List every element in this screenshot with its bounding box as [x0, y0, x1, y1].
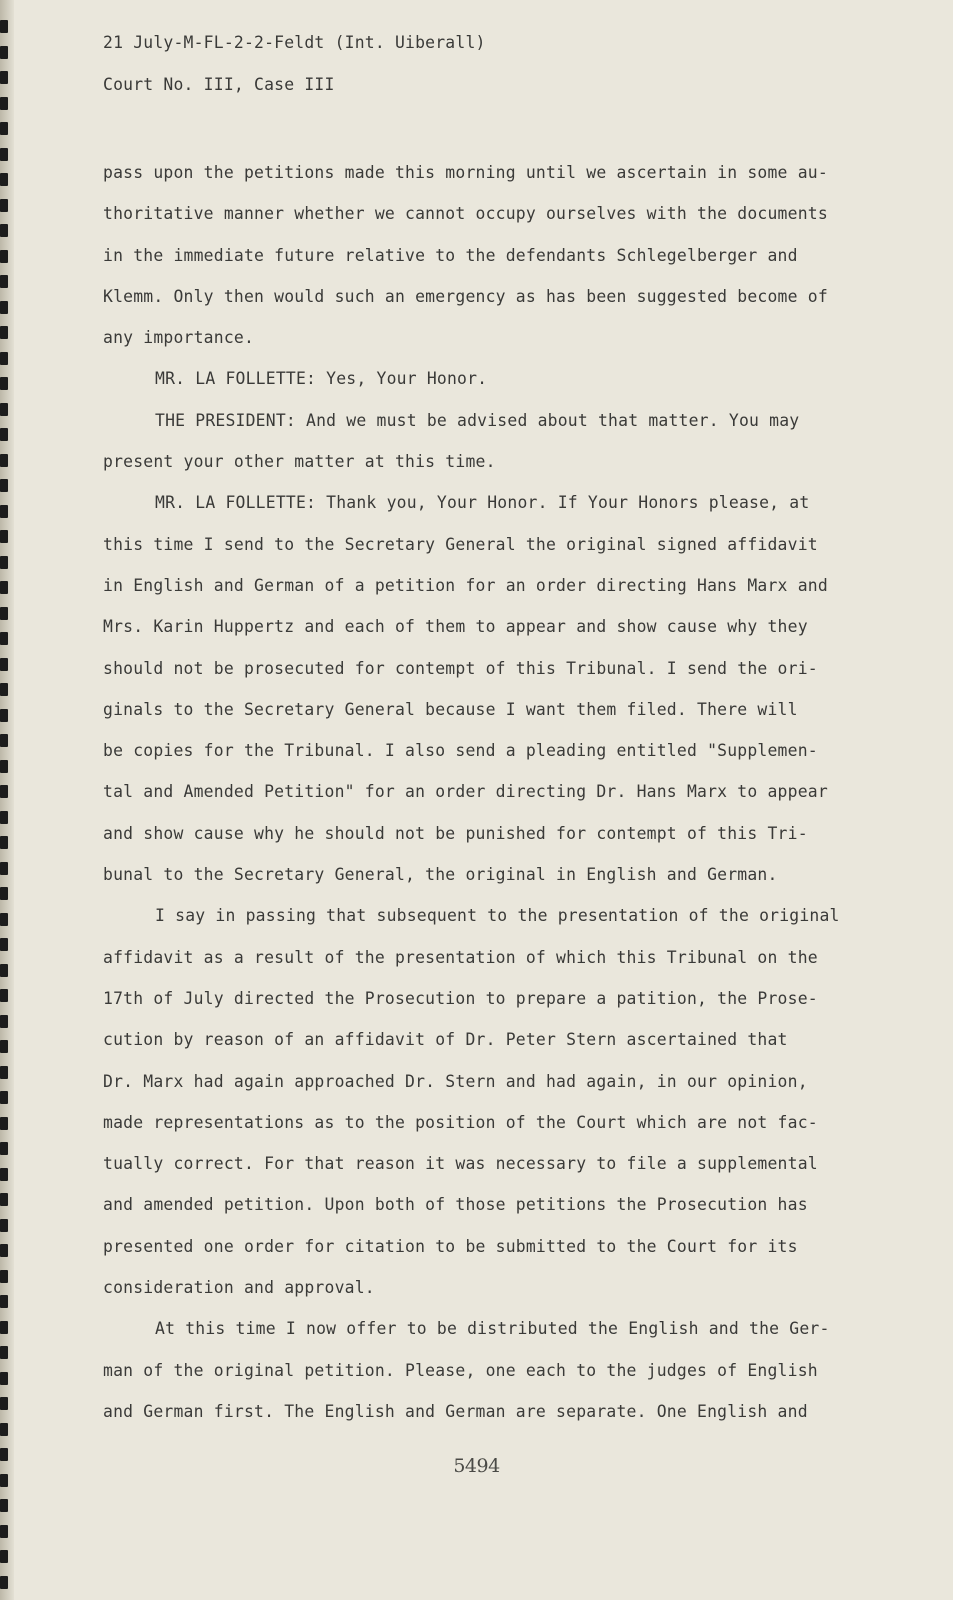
transcript-line: present your other matter at this time. [103, 452, 496, 472]
binding-hole [0, 836, 8, 849]
transcript-line: 17th of July directed the Prosecution to prepare a patition, the Prose- [103, 988, 818, 1008]
binding-hole [0, 173, 8, 186]
binding-hole [0, 71, 8, 84]
binding-hole [0, 1576, 8, 1589]
transcript-line: and German first. The English and German are separate. One English and [103, 1401, 808, 1421]
transcript-line: At this time I now offer to be distributed the English and the Ger- [155, 1319, 830, 1339]
transcript-line: made representations as to the position of the Court which are not fac- [103, 1112, 818, 1132]
binding-hole [0, 683, 8, 696]
transcript-line: and show cause why he should not be punished for contempt of this Tri- [103, 823, 808, 843]
transcript-line: presented one order for citation to be submitted to the Court for its [103, 1236, 798, 1256]
binding-hole [0, 556, 8, 569]
binding-hole [0, 352, 8, 365]
binding-hole [0, 122, 8, 135]
binding-hole [0, 275, 8, 288]
binding-hole [0, 709, 8, 722]
transcript-line: MR. LA FOLLETTE: Yes, Your Honor. [155, 369, 488, 389]
binding-hole [0, 199, 8, 212]
binding-hole [0, 1397, 8, 1410]
binding-hole [0, 428, 8, 441]
binding-hole [0, 964, 8, 977]
binding-hole [0, 1372, 8, 1385]
transcript-line: bunal to the Secretary General, the original in English and German. [103, 865, 778, 885]
transcript-line: this time I send to the Secretary General the original signed affidavit [103, 534, 818, 554]
transcript-line: MR. LA FOLLETTE: Thank you, Your Honor. If Your Honors please, at [155, 493, 810, 513]
binding-hole [0, 1015, 8, 1028]
binding-hole [0, 1142, 8, 1155]
binding-hole [0, 148, 8, 161]
page-header [103, 32, 803, 116]
binding-hole [0, 760, 8, 773]
binding-hole [0, 377, 8, 390]
binding-hole [0, 862, 8, 875]
binding-hole [0, 989, 8, 1002]
binding-hole [0, 734, 8, 747]
binding-hole [0, 1219, 8, 1232]
binding-hole [0, 632, 8, 645]
transcript-body [103, 152, 843, 1432]
binding-hole [0, 301, 8, 314]
binding-hole [0, 1346, 8, 1359]
binding-hole [0, 20, 8, 33]
binding-hole [0, 1525, 8, 1538]
binding-hole [0, 224, 8, 237]
transcript-line: consideration and approval. [103, 1278, 375, 1298]
transcript-line: be copies for the Tribunal. I also send a pleading entitled "Supplemen- [103, 741, 818, 761]
header-line-court: Court No. III, Case III [103, 75, 335, 94]
binding-hole [0, 1117, 8, 1130]
binding-hole [0, 811, 8, 824]
binding-hole [0, 1168, 8, 1181]
binding-hole [0, 1244, 8, 1257]
binding-hole [0, 887, 8, 900]
transcript-line: I say in passing that subsequent to the presentation of the original [155, 906, 840, 926]
transcript-line: tually correct. For that reason it was necessary to file a supplemental [103, 1154, 818, 1174]
transcript-line: THE PRESIDENT: And we must be advised about that matter. You may [155, 410, 800, 430]
binding-holes [0, 0, 10, 1600]
binding-hole [0, 581, 8, 594]
binding-hole [0, 403, 8, 416]
transcript-line: tal and Amended Petition" for an order directing Dr. Hans Marx to appear [103, 782, 828, 802]
binding-hole [0, 1423, 8, 1436]
page-number: 5494 [453, 1455, 500, 1477]
transcript-line: Klemm. Only then would such an emergency as has been suggested become of [103, 286, 828, 306]
binding-hole [0, 505, 8, 518]
binding-hole [0, 1040, 8, 1053]
transcript-line: cution by reason of an affidavit of Dr. Peter Stern ascertained that [103, 1030, 788, 1050]
transcript-line: in English and German of a petition for an order directing Hans Marx and [103, 575, 828, 595]
transcript-line: affidavit as a result of the presentation of which this Tribunal on the [103, 947, 818, 967]
binding-hole [0, 1550, 8, 1563]
transcript-line: in the immediate future relative to the defendants Schlegelberger and [103, 245, 798, 265]
binding-hole [0, 658, 8, 671]
transcript-line: ginals to the Secretary General because I want them filed. There will [103, 699, 798, 719]
binding-hole [0, 250, 8, 263]
header-line-session: 21 July-M-FL-2-2-Feldt (Int. Uiberall) [103, 33, 486, 52]
binding-hole [0, 785, 8, 798]
binding-hole [0, 938, 8, 951]
binding-hole [0, 1193, 8, 1206]
binding-hole [0, 530, 8, 543]
transcript-line: man of the original petition. Please, one each to the judges of English [103, 1360, 818, 1380]
binding-hole [0, 607, 8, 620]
binding-hole [0, 46, 8, 59]
binding-hole [0, 1499, 8, 1512]
binding-hole [0, 1321, 8, 1334]
transcript-line: pass upon the petitions made this morning until we ascertain in some au- [103, 163, 828, 182]
binding-hole [0, 326, 8, 339]
binding-hole [0, 1295, 8, 1308]
binding-hole [0, 97, 8, 110]
transcript-line: Dr. Marx had again approached Dr. Stern and had again, in our opinion, [103, 1071, 808, 1091]
binding-hole [0, 1270, 8, 1283]
transcript-line: Mrs. Karin Huppertz and each of them to appear and show cause why they [103, 617, 808, 637]
transcript-line: thoritative manner whether we cannot occupy ourselves with the documents [103, 204, 828, 224]
binding-hole [0, 1066, 8, 1079]
binding-hole [0, 913, 8, 926]
binding-hole [0, 1091, 8, 1104]
transcript-line: and amended petition. Upon both of those petitions the Prosecution has [103, 1195, 808, 1215]
binding-hole [0, 454, 8, 467]
binding-hole [0, 479, 8, 492]
transcript-line: should not be prosecuted for contempt of this Tribunal. I send the ori- [103, 658, 818, 678]
transcript-line: any importance. [103, 328, 255, 348]
